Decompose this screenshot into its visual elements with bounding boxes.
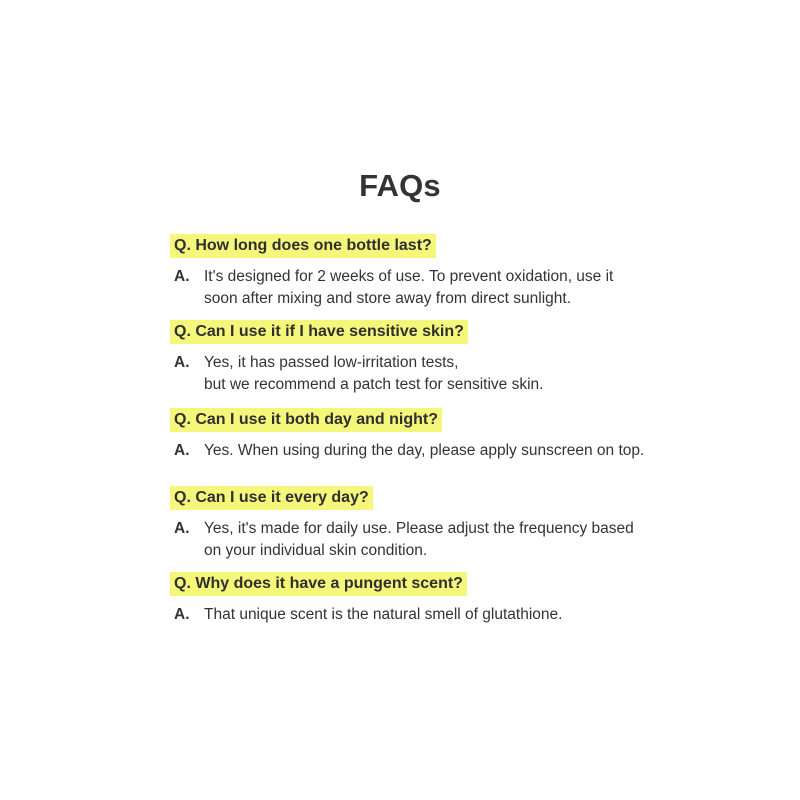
question-marker: Q. (174, 323, 191, 340)
faq-question (170, 486, 373, 510)
answer-marker: A. (174, 520, 190, 537)
faq-item (174, 234, 734, 320)
answer-line: Yes, it's made for daily use. Please adjust the frequency based (204, 520, 634, 537)
answer-line: That unique scent is the natural smell of glutathione. (204, 606, 563, 623)
faq-item (174, 320, 734, 408)
question-marker: Q. (174, 575, 191, 592)
question-text: Can I use it if I have sensitive skin? (195, 323, 464, 340)
faq-question (170, 572, 467, 596)
answer-text (204, 440, 734, 462)
question-text: Can I use it every day? (195, 489, 369, 506)
faq-item (174, 408, 734, 486)
faq-answer (174, 440, 734, 462)
question-text: Why does it have a pungent scent? (195, 575, 463, 592)
question-marker: Q. (174, 411, 191, 428)
faq-item (174, 486, 734, 572)
answer-marker: A. (174, 606, 190, 623)
answer-line: soon after mixing and store away from direct sunlight. (204, 290, 572, 307)
answer-text (204, 266, 734, 310)
answer-marker: A. (174, 442, 190, 459)
answer-text (204, 604, 734, 626)
answer-line: Yes, it has passed low-irritation tests, (204, 354, 459, 371)
answer-marker: A. (174, 354, 190, 371)
faq-answer (174, 518, 734, 562)
question-marker: Q. (174, 489, 191, 506)
question-marker: Q. (174, 237, 191, 254)
answer-line: Yes. When using during the day, please apply sunscreen on top. (204, 442, 645, 459)
faq-question (170, 408, 442, 432)
answer-line: but we recommend a patch test for sensitive skin. (204, 376, 544, 393)
page-title: FAQs (359, 168, 441, 203)
answer-marker: A. (174, 268, 190, 285)
answer-line: It's designed for 2 weeks of use. To prevent oxidation, use it (204, 268, 614, 285)
question-text: How long does one bottle last? (195, 237, 432, 254)
answer-text (204, 352, 734, 396)
faq-answer (174, 604, 734, 626)
faq-question (170, 234, 436, 258)
question-text: Can I use it both day and night? (195, 411, 439, 428)
faq-answer (174, 352, 734, 396)
answer-text (204, 518, 734, 562)
faq-question (170, 320, 468, 344)
faq-answer (174, 266, 734, 310)
answer-line: on your individual skin condition. (204, 542, 428, 559)
faq-item (174, 572, 734, 626)
faq-list (174, 234, 734, 626)
